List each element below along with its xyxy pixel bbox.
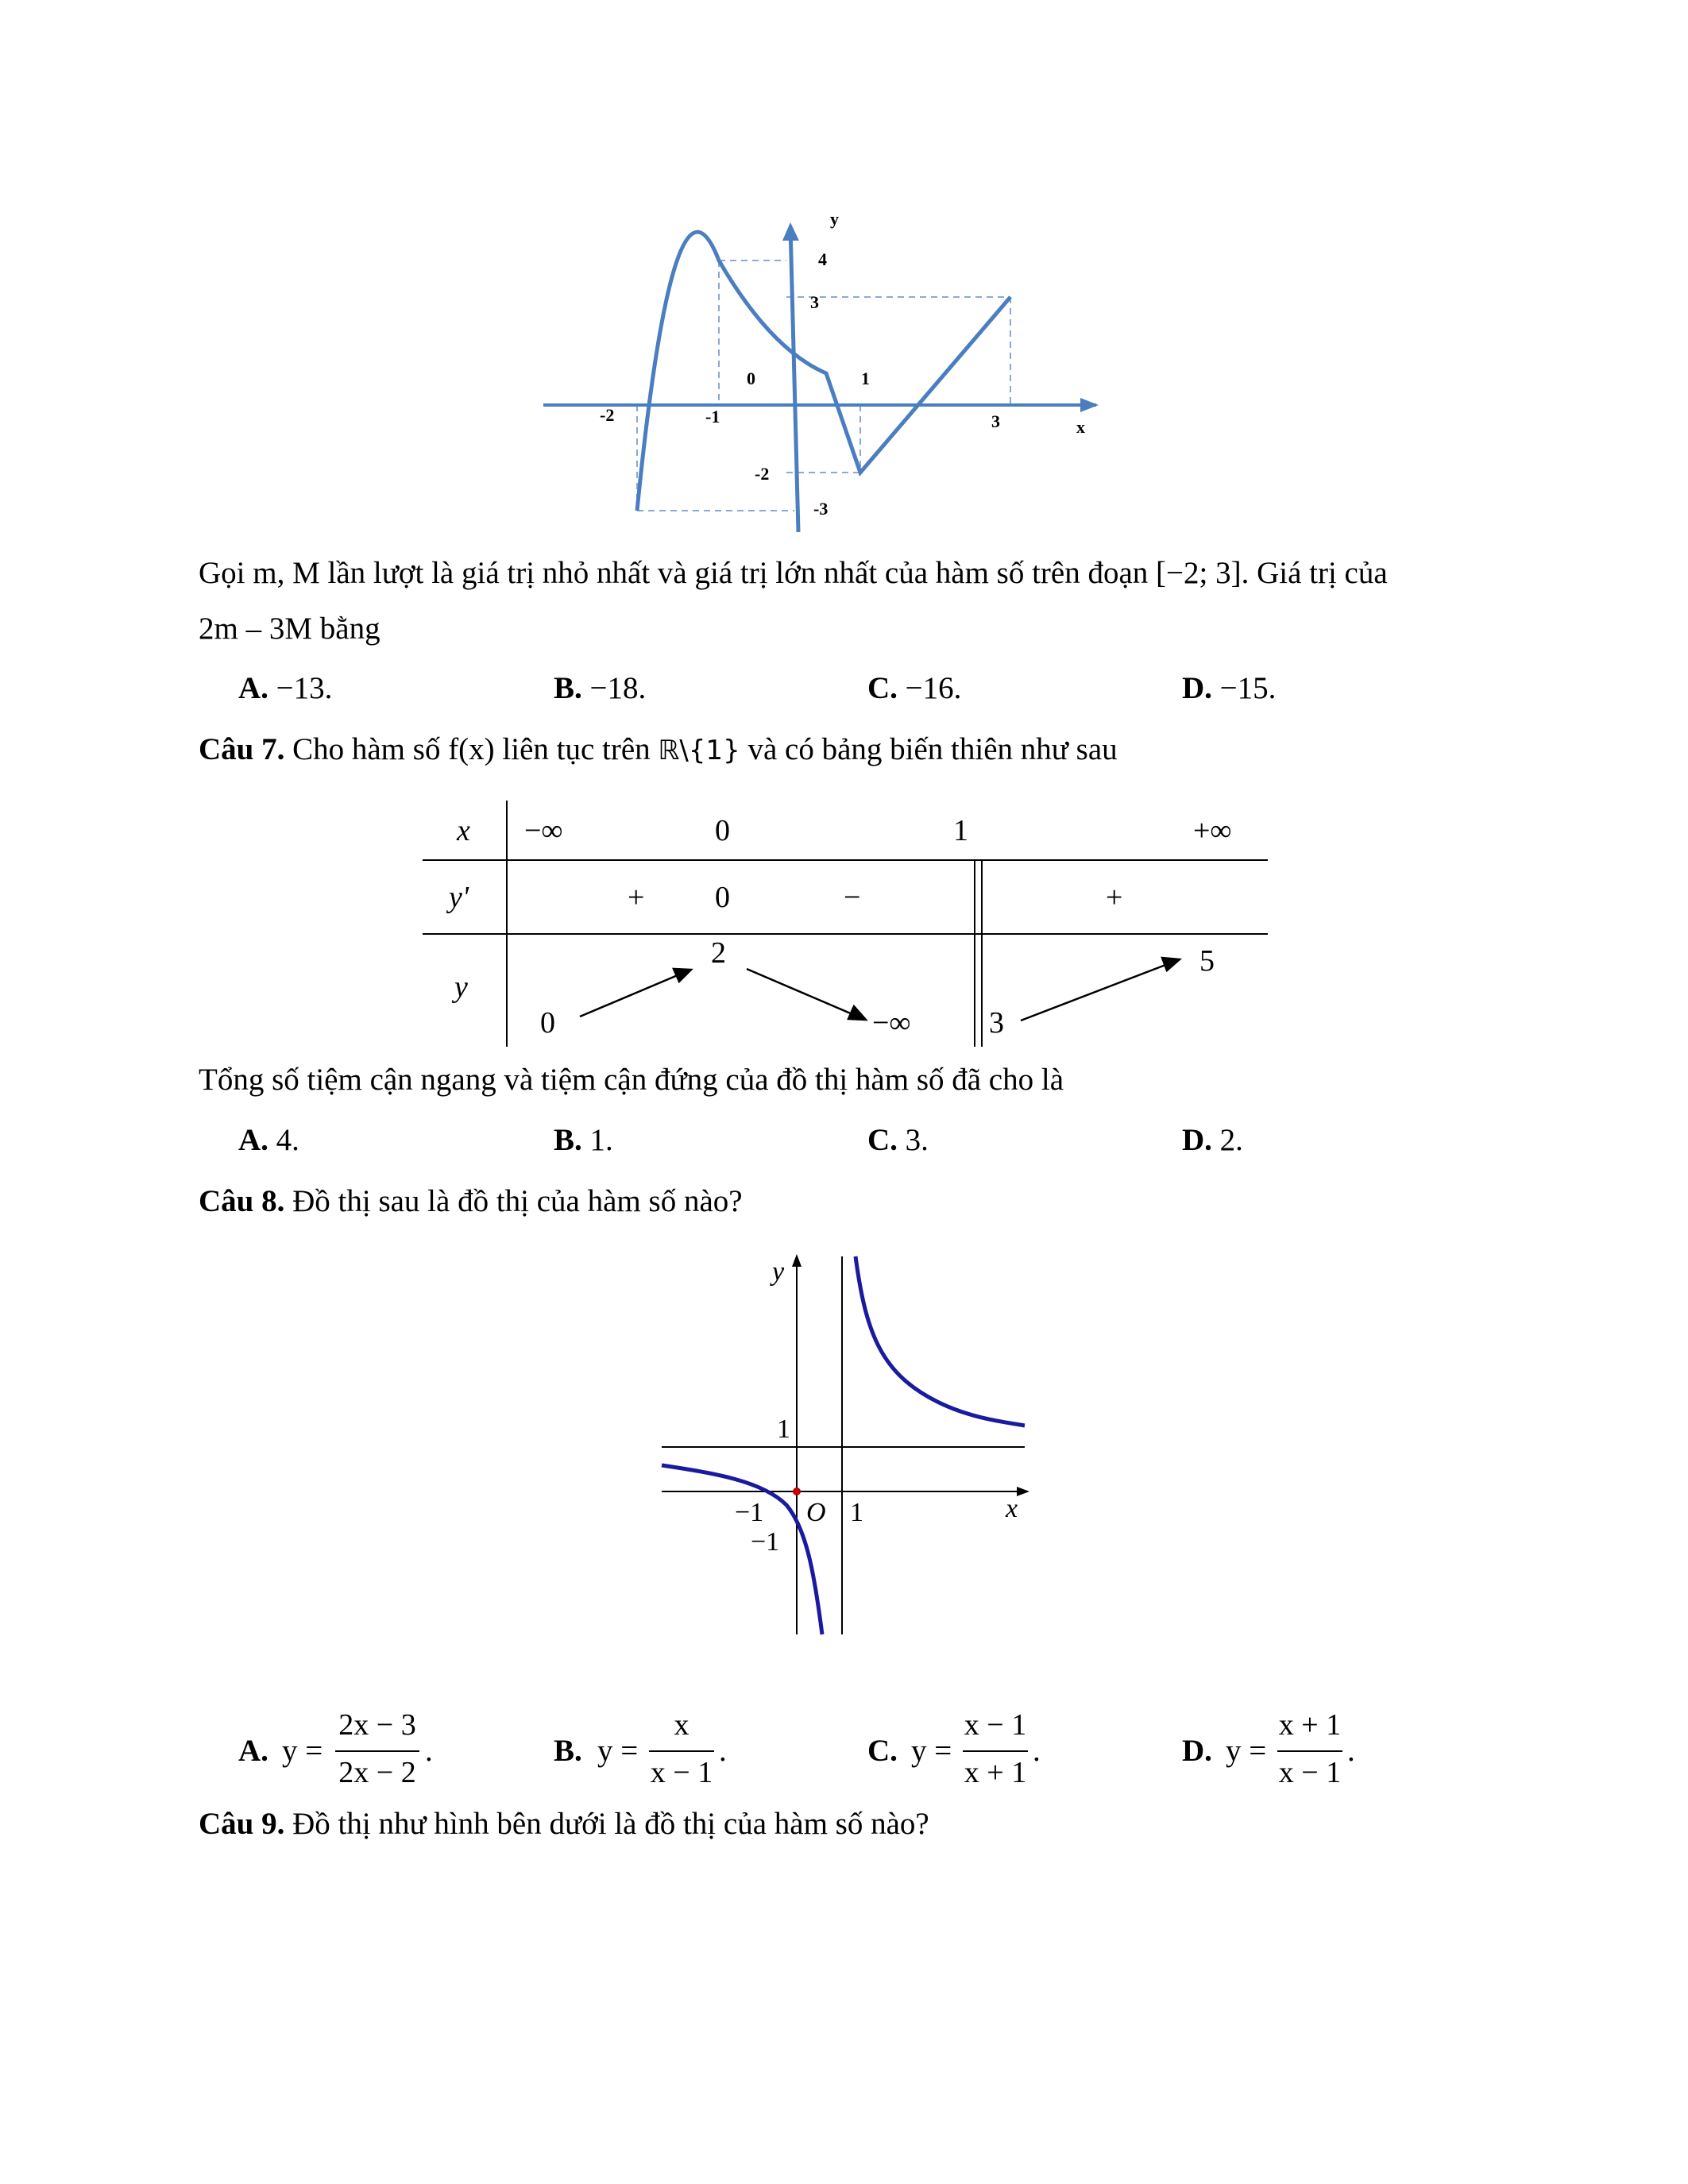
option-text: 2.	[1219, 1123, 1243, 1157]
arrow-head	[674, 969, 691, 982]
function-curve	[637, 232, 1010, 511]
option-text: −13.	[276, 671, 333, 705]
y-axis-label: y	[772, 1257, 785, 1287]
tick-x-1: 1	[861, 369, 870, 388]
q7-question: Tổng số tiệm cận ngang và tiệm cận đứng của đồ thị hàm số đã cho là	[199, 1063, 1064, 1097]
tick-y-neg1: −1	[751, 1527, 780, 1557]
option-label: A.	[238, 1734, 268, 1768]
option-label: A.	[238, 671, 268, 705]
tick-x-1: 1	[850, 1498, 863, 1527]
q8-option-b[interactable]	[554, 1707, 792, 1795]
option-label: C.	[867, 671, 898, 705]
option-label: C.	[867, 1734, 898, 1768]
yprime-sign: +	[628, 881, 645, 914]
increase-arrow-2	[1021, 963, 1172, 1021]
x-axis-label: x	[1076, 417, 1085, 437]
option-end: .	[1033, 1734, 1041, 1768]
fraction	[647, 1707, 716, 1795]
fraction-bar	[335, 1750, 419, 1752]
q6-option-d[interactable]	[1182, 669, 1276, 708]
option-text: −15.	[1219, 671, 1277, 705]
row-label-x: x	[457, 814, 470, 847]
fraction	[1276, 1707, 1344, 1795]
option-end: .	[1347, 1734, 1355, 1768]
question-number: Câu 8.	[199, 1184, 285, 1218]
x-value: 1	[953, 814, 968, 847]
option-text: 4.	[276, 1123, 299, 1157]
x-value: −∞	[524, 814, 563, 847]
yprime-sign: +	[1106, 881, 1123, 914]
graph-piecewise	[540, 206, 1112, 548]
denominator: x − 1	[1278, 1756, 1342, 1789]
option-prefix: y =	[597, 1734, 639, 1768]
increase-arrow-1	[580, 973, 683, 1017]
yprime-zero: 0	[715, 881, 730, 914]
option-label: D.	[1182, 1123, 1212, 1157]
q6-option-a[interactable]	[238, 669, 332, 708]
x-value: +∞	[1193, 814, 1232, 847]
tick-x-neg1: −1	[735, 1498, 764, 1527]
option-text: −16.	[905, 671, 962, 705]
numerator: x + 1	[1278, 1708, 1342, 1742]
option-text: 3.	[905, 1123, 929, 1157]
hyperbola-branch-right	[856, 1256, 1025, 1426]
q7-text-after: và có bảng biến thiên như sau	[740, 732, 1118, 766]
tick-x-3: 3	[991, 411, 1000, 431]
q7-option-d[interactable]	[1182, 1121, 1243, 1160]
tick-y-1: 1	[777, 1414, 790, 1444]
y-axis-arrow	[792, 1254, 802, 1267]
fraction	[961, 1707, 1029, 1795]
origin-label: O	[806, 1498, 826, 1527]
q7-prompt	[199, 730, 1118, 770]
q8-text: Đồ thị sau là đồ thị của hàm số nào?	[292, 1184, 743, 1218]
y-axis	[790, 226, 798, 532]
y-axis-arrow	[782, 222, 799, 241]
arrow-head	[848, 1006, 866, 1020]
arrow-head	[1162, 958, 1180, 970]
option-prefix: y =	[282, 1734, 323, 1768]
numerator: x	[674, 1708, 689, 1742]
y-value: −∞	[872, 1006, 911, 1040]
q6-line-1: Gọi m, M lần lượt là giá trị nhỏ nhất và giá trị lớn nhất của hàm số trên đoạn [−2; 3]. Giá trị của	[199, 556, 1388, 590]
q7-option-b[interactable]	[554, 1121, 613, 1160]
x-axis-arrow	[1017, 1487, 1029, 1496]
q6-option-c[interactable]	[867, 669, 961, 708]
denominator: 2x − 2	[338, 1756, 416, 1789]
option-label: B.	[554, 1734, 582, 1768]
numerator: 2x − 3	[338, 1708, 416, 1742]
denominator: x − 1	[650, 1756, 713, 1789]
q8-option-a[interactable]	[238, 1707, 477, 1795]
option-end: .	[719, 1734, 727, 1768]
q8-prompt	[199, 1182, 743, 1221]
option-text: −18.	[589, 671, 647, 705]
question-number: Câu 7.	[199, 732, 285, 766]
tick-x-neg2: -2	[600, 405, 615, 425]
y-value: 0	[540, 1006, 555, 1040]
tick-x-neg1: -1	[705, 407, 720, 426]
fraction-bar	[649, 1750, 714, 1752]
y-value: 3	[989, 1006, 1004, 1040]
row-label-y: y	[454, 970, 468, 1004]
q7-option-c[interactable]	[867, 1121, 929, 1160]
y-value: 2	[711, 936, 726, 970]
q6-option-b[interactable]	[554, 669, 646, 708]
q7-option-a[interactable]	[238, 1121, 299, 1160]
option-label: D.	[1182, 1734, 1212, 1768]
option-label: B.	[554, 1123, 582, 1157]
option-label: A.	[238, 1123, 268, 1157]
tick-y-3: 3	[810, 292, 819, 312]
tick-y-neg2: -2	[755, 464, 770, 484]
option-label: B.	[554, 671, 582, 705]
option-prefix: y =	[911, 1734, 952, 1768]
origin-label: 0	[747, 369, 755, 388]
x-value: 0	[715, 814, 730, 847]
option-label: D.	[1182, 671, 1212, 705]
option-prefix: y =	[1226, 1734, 1267, 1768]
variation-table	[413, 794, 1287, 1056]
tick-y-4: 4	[818, 249, 827, 269]
q8-option-d[interactable]	[1182, 1707, 1420, 1795]
row-label-yprime: y'	[449, 881, 469, 914]
option-label: C.	[867, 1123, 898, 1157]
fraction	[334, 1707, 421, 1795]
x-axis-arrow	[1080, 398, 1099, 412]
y-value: 5	[1199, 944, 1215, 978]
q7-text-before: Cho hàm số f(x) liên tục trên	[292, 732, 659, 766]
denominator: x + 1	[964, 1756, 1027, 1789]
question-number: Câu 9.	[199, 1807, 285, 1841]
option-text: 1.	[589, 1123, 613, 1157]
q8-option-c[interactable]	[867, 1707, 1106, 1795]
option-end: .	[425, 1734, 433, 1768]
q9-text: Đồ thị như hình bên dưới là đồ thị của hàm số nào?	[292, 1807, 929, 1841]
q9-prompt	[199, 1804, 929, 1844]
decrease-arrow	[747, 969, 858, 1017]
fraction-bar	[1277, 1750, 1342, 1752]
graph-hyperbola	[651, 1247, 1049, 1644]
x-axis-label: x	[1006, 1494, 1018, 1523]
y-axis-label: y	[830, 209, 839, 229]
yprime-sign: −	[844, 881, 861, 914]
origin-point	[793, 1488, 801, 1495]
fraction-bar	[963, 1750, 1028, 1752]
numerator: x − 1	[964, 1708, 1027, 1742]
tick-y-neg3: -3	[813, 499, 829, 519]
domain-set: ℝ\{1}	[658, 735, 740, 766]
q6-line-2: 2m – 3M bằng	[199, 612, 380, 646]
